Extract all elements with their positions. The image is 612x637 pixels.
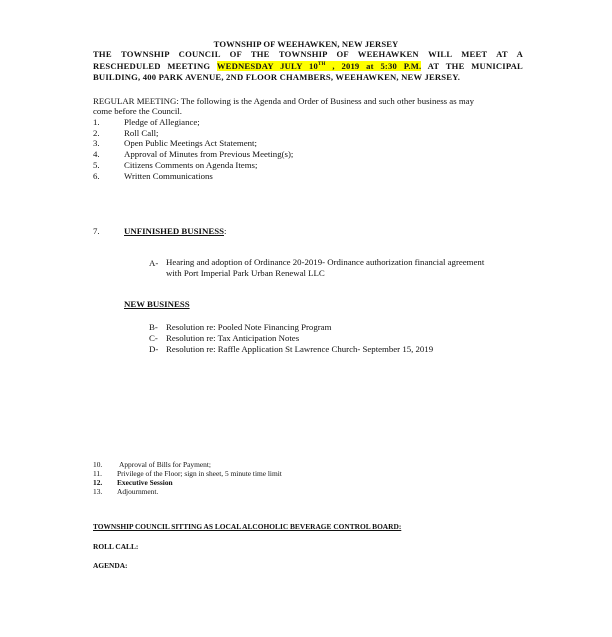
meeting-date: WEDNESDAY JULY 10 xyxy=(216,61,319,71)
abc-agenda: AGENDA: xyxy=(93,561,128,570)
unfinished-business-heading xyxy=(124,226,226,236)
agenda-item-number: 12. xyxy=(93,478,103,487)
agenda-item-number: 4. xyxy=(93,149,100,159)
item-letter: B- xyxy=(149,322,158,332)
resolution-item: Resolution re: Tax Anticipation Notes xyxy=(166,333,300,343)
meeting-date-highlight xyxy=(217,61,422,71)
header-line-2-pre: RESCHEDULED MEETING xyxy=(93,61,211,71)
agenda-item-number: 3. xyxy=(93,138,100,148)
unfinished-business-number: 7. xyxy=(93,226,100,236)
resolution-item: Resolution re: Raffle Application St Lawrence Church- September 15, 2019 xyxy=(166,344,434,354)
agenda-item-text: Privilege of the Floor; sign in sheet, 5 minute time limit xyxy=(117,469,282,478)
agenda-item-text: Pledge of Allegiance; xyxy=(124,117,200,127)
agenda-item-text: Written Communications xyxy=(124,171,213,181)
agenda-item-number: 2. xyxy=(93,128,100,138)
item-letter: D- xyxy=(149,344,159,354)
agenda-item-text: Approval of Bills for Payment; xyxy=(119,460,211,469)
document-title: TOWNSHIP OF WEEHAWKEN, NEW JERSEY xyxy=(213,39,399,49)
item-letter: A- xyxy=(149,258,159,268)
agenda-item-text: Executive Session xyxy=(117,478,173,487)
agenda-item-text: Roll Call; xyxy=(124,128,159,138)
agenda-item-number: 11. xyxy=(93,469,102,478)
header-line-2-post: AT THE MUNICIPAL xyxy=(427,61,523,71)
ordinance-item-line-1: Hearing and adoption of Ordinance 20-2019- Ordinance authorization financial agreement xyxy=(166,257,485,267)
agenda-item-text: Citizens Comments on Agenda Items; xyxy=(124,160,258,170)
regular-meeting-intro-line-1: REGULAR MEETING: The following is the Agenda and Order of Business and such other business as may xyxy=(93,96,474,106)
agenda-item-text: Adjournment. xyxy=(117,487,159,496)
abc-board-heading: TOWNSHIP COUNCIL SITTING AS LOCAL ALCOHOLIC BEVERAGE CONTROL BOARD: xyxy=(93,522,402,531)
agenda-item-number: 10. xyxy=(93,460,103,469)
regular-meeting-intro-line-2: come before the Council. xyxy=(93,106,182,116)
unfinished-business-heading-text: UNFINISHED BUSINESS xyxy=(124,226,224,236)
unfinished-business-colon: : xyxy=(223,226,227,236)
header-line-2 xyxy=(93,61,523,71)
header-line-1: THE TOWNSHIP COUNCIL OF THE TOWNSHIP OF WEEHAWKEN WILL MEET AT A xyxy=(93,49,523,59)
agenda-item-text: Open Public Meetings Act Statement; xyxy=(124,138,257,148)
abc-roll-call: ROLL CALL: xyxy=(93,542,139,551)
meeting-date-suffix: TH xyxy=(318,62,326,68)
agenda-item-number: 5. xyxy=(93,160,100,170)
agenda-item-number: 6. xyxy=(93,171,100,181)
new-business-heading: NEW BUSINESS xyxy=(124,299,190,309)
ordinance-item-line-2: with Port Imperial Park Urban Renewal LLC xyxy=(166,268,325,278)
meeting-time: , 2019 at 5:30 P.M. xyxy=(332,61,422,71)
item-letter: C- xyxy=(149,333,158,343)
agenda-item-text: Approval of Minutes from Previous Meeting(s); xyxy=(124,149,294,159)
agenda-item-number: 1. xyxy=(93,117,100,127)
header-line-3: BUILDING, 400 PARK AVENUE, 2ND FLOOR CHAMBERS, WEEHAWKEN, NEW JERSEY. xyxy=(93,72,461,82)
agenda-item-number: 13. xyxy=(93,487,103,496)
resolution-item: Resolution re: Pooled Note Financing Program xyxy=(166,322,332,332)
